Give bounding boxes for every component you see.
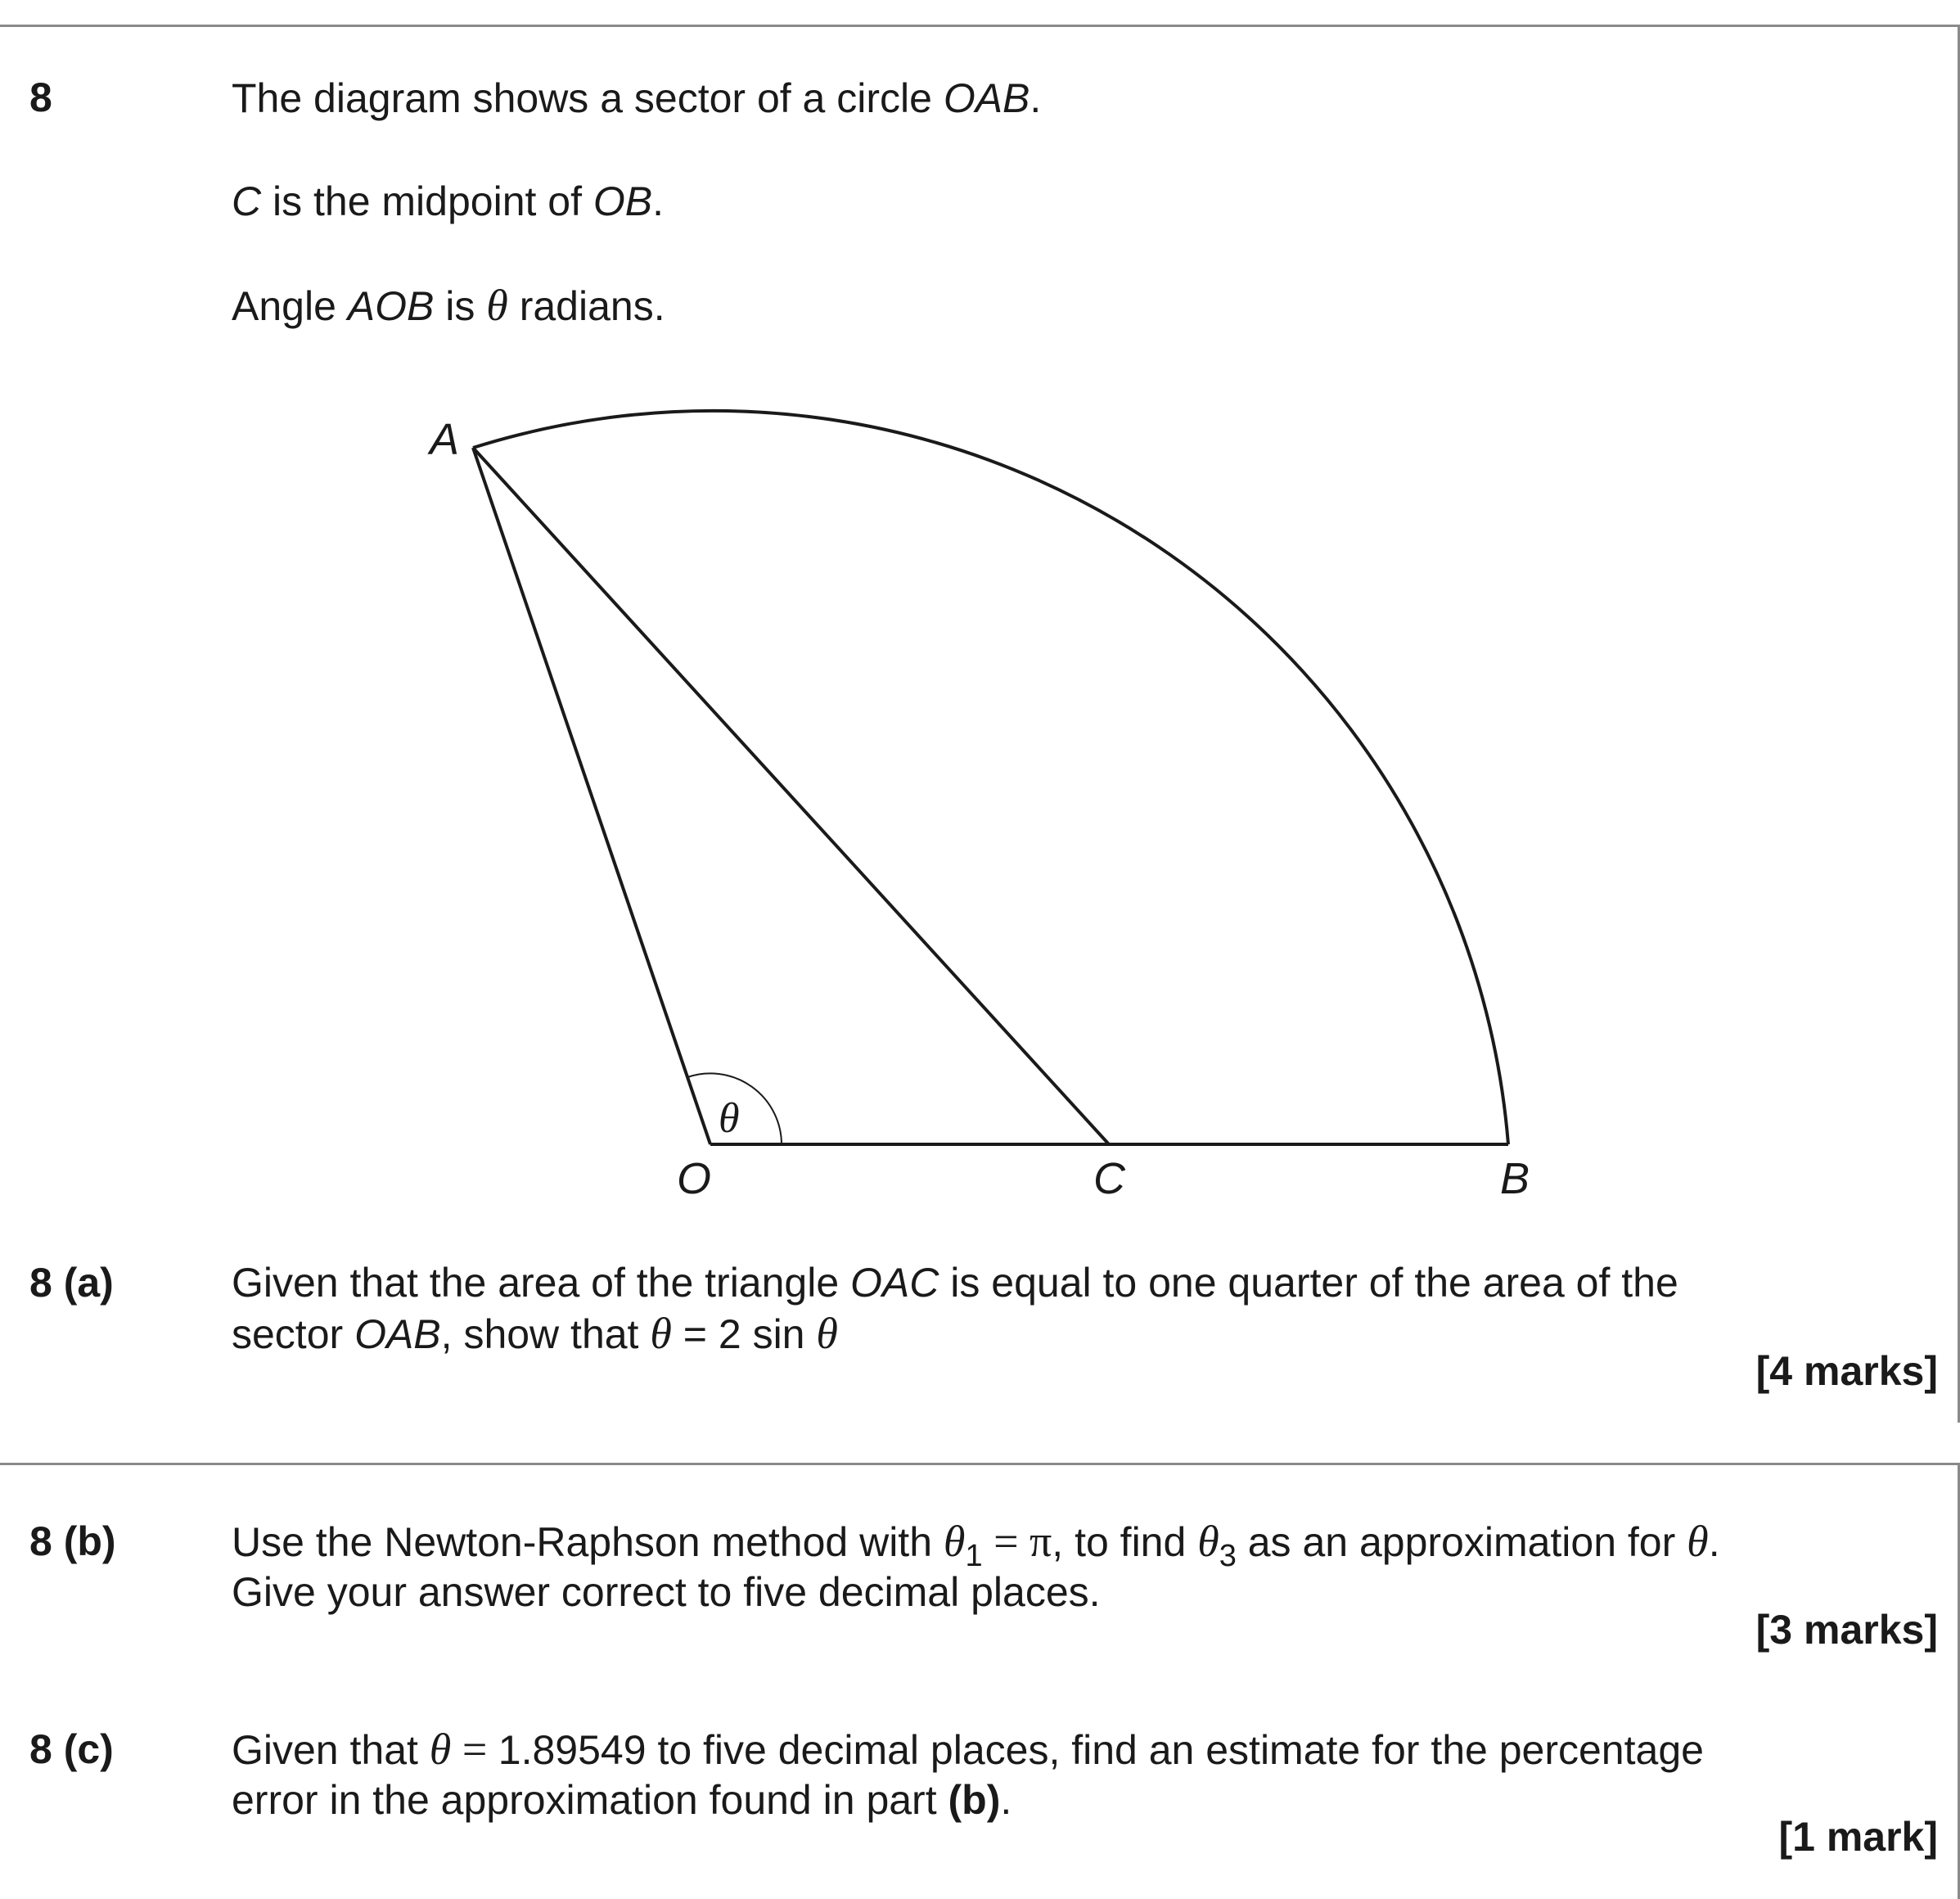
part-b-number: 8 (b) bbox=[29, 1518, 116, 1564]
part-c-number: 8 (c) bbox=[29, 1726, 114, 1772]
point-label-A: A bbox=[430, 415, 460, 464]
intro-line-2: C is the midpoint of OB. bbox=[232, 178, 665, 224]
angle-label-theta: θ bbox=[719, 1095, 740, 1142]
part-a-marks: [4 marks] bbox=[1755, 1348, 1938, 1394]
point-label-C: C bbox=[1093, 1154, 1125, 1203]
section-divider bbox=[0, 1463, 1960, 1465]
part-a-number: 8 (a) bbox=[29, 1260, 114, 1306]
point-label-B: B bbox=[1500, 1154, 1530, 1203]
part-c-line-1: Given that θ = 1.89549 to five decimal places, find an estimate for the percentage bbox=[232, 1725, 1704, 1774]
intro-line-1: The diagram shows a sector of a circle OAB. bbox=[232, 75, 1042, 121]
intro-line-3: Angle AOB is θ radians. bbox=[232, 281, 665, 330]
part-b-line-2: Give your answer correct to five decimal places. bbox=[232, 1569, 1101, 1615]
part-c-line-2: error in the approximation found in part (b). bbox=[232, 1777, 1012, 1823]
line-AC bbox=[473, 448, 1109, 1144]
part-a-line-2: sector OAB, show that θ = 2 sin θ bbox=[232, 1309, 838, 1358]
part-c-marks: [1 mark] bbox=[1778, 1814, 1938, 1860]
point-label-O: O bbox=[677, 1154, 712, 1203]
radius-OA bbox=[473, 448, 710, 1144]
arc-AB bbox=[473, 411, 1508, 1144]
question-number: 8 bbox=[29, 74, 52, 120]
part-a-line-1: Given that the area of the triangle OAC is equal to one quarter of the area of the bbox=[232, 1260, 1678, 1306]
part-b-marks: [3 marks] bbox=[1755, 1607, 1938, 1653]
part-b-line-1: Use the Newton-Raphson method with $\theta_1 = \pi$, to find $\theta_3$ as an approximation for θ. bbox=[232, 1517, 1720, 1573]
